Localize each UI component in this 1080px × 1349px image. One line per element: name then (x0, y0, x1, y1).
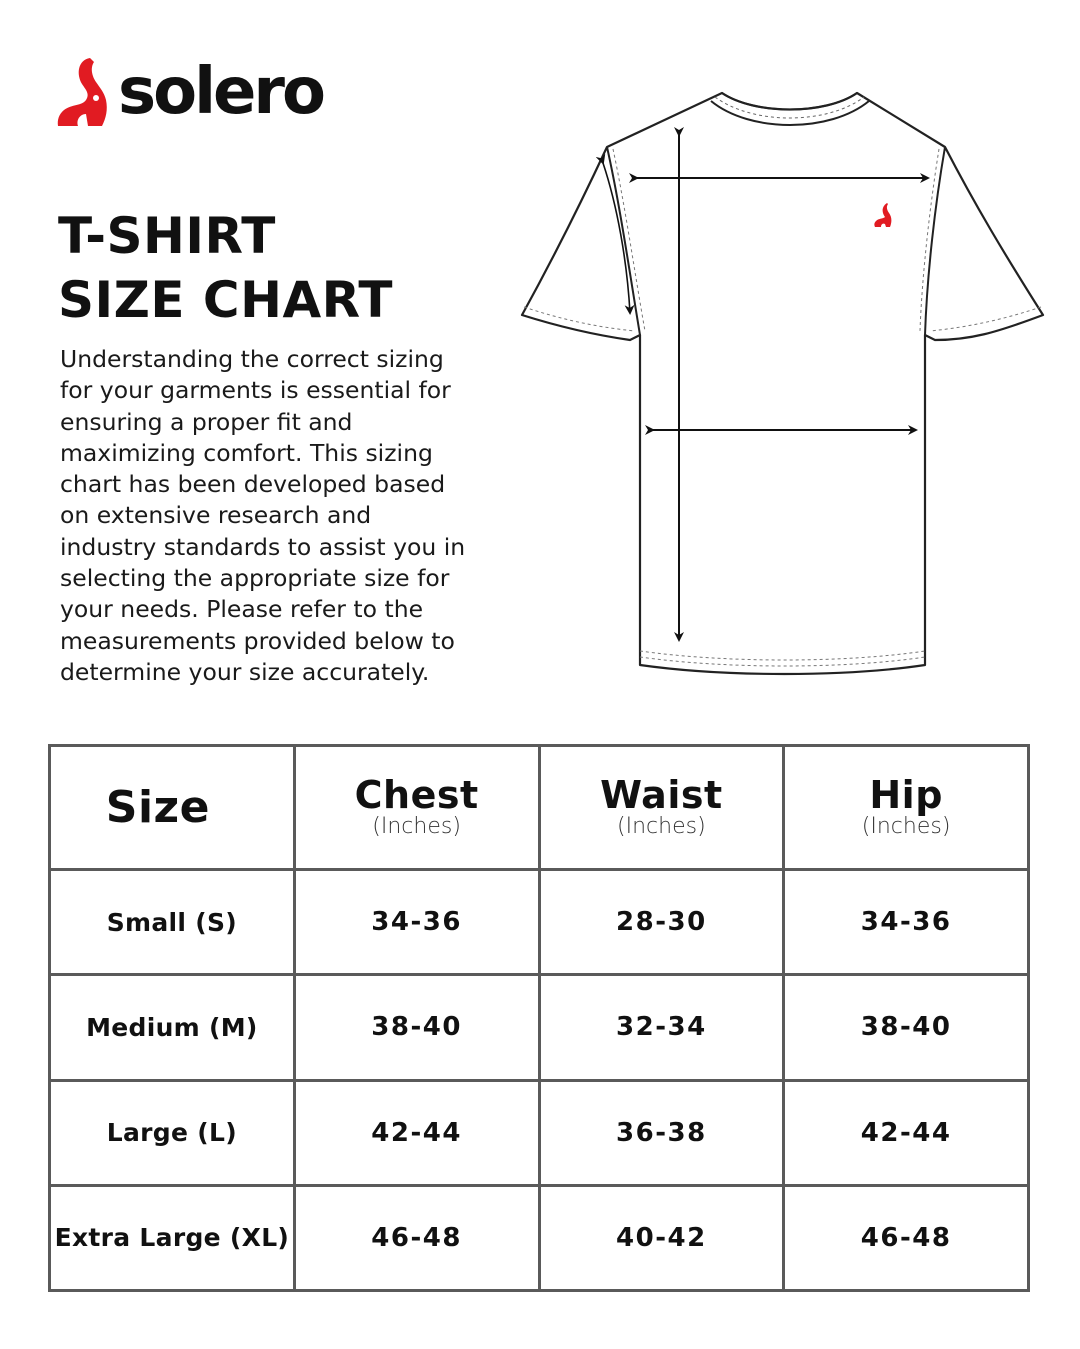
header-chest-label: Chest (354, 772, 479, 817)
header-waist (539, 746, 784, 870)
brand-wordmark: solero (118, 55, 323, 129)
table-row (50, 975, 1029, 1080)
size-cell: Small (S) (50, 870, 295, 975)
chest-cell: 46-48 (294, 1185, 539, 1290)
table-row (50, 870, 1029, 975)
elephant-logo-icon (56, 54, 112, 130)
header-hip-label: Hip (869, 772, 943, 817)
t-shirt-measurement-diagram-icon (515, 85, 1050, 685)
size-cell: Large (L) (50, 1080, 295, 1185)
page-title (58, 204, 393, 332)
header-chest (294, 746, 539, 870)
chest-cell: 38-40 (294, 975, 539, 1080)
size-cell: Extra Large (XL) (50, 1185, 295, 1290)
hip-cell: 34-36 (784, 870, 1029, 975)
hip-cell: 38-40 (784, 975, 1029, 1080)
title-line-1: T-SHIRT (58, 207, 276, 265)
header-waist-unit: (Inches) (617, 813, 706, 839)
chest-cell: 42-44 (294, 1080, 539, 1185)
waist-cell: 32-34 (539, 975, 784, 1080)
waist-cell: 28-30 (539, 870, 784, 975)
header-hip (784, 746, 1029, 870)
hip-cell: 46-48 (784, 1185, 1029, 1290)
chest-cell: 34-36 (294, 870, 539, 975)
header-size-label: Size (105, 782, 210, 833)
header-waist-label: Waist (600, 772, 723, 817)
table-header-row (50, 746, 1029, 870)
header-chest-unit: (Inches) (372, 813, 461, 839)
table-row (50, 1185, 1029, 1290)
size-cell: Medium (M) (50, 975, 295, 1080)
size-chart-table (48, 744, 1030, 1292)
header-hip-unit: (Inches) (861, 813, 951, 839)
title-line-2: SIZE CHART (58, 271, 394, 329)
waist-cell: 36-38 (539, 1080, 784, 1185)
table-row (50, 1080, 1029, 1185)
brand-logo (56, 52, 323, 132)
header-size (50, 746, 295, 870)
intro-paragraph: Understanding the correct sizing for your garments is essential for ensuring a proper fit and maximizing comfort. This sizing chart has been developed based on extensive research and industry standards to assist you in selecting the appropriate size for your needs. Please refer to the measurements provided below to determine your size accurately. (60, 345, 466, 686)
waist-cell: 40-42 (539, 1185, 784, 1290)
hip-cell: 42-44 (784, 1080, 1029, 1185)
